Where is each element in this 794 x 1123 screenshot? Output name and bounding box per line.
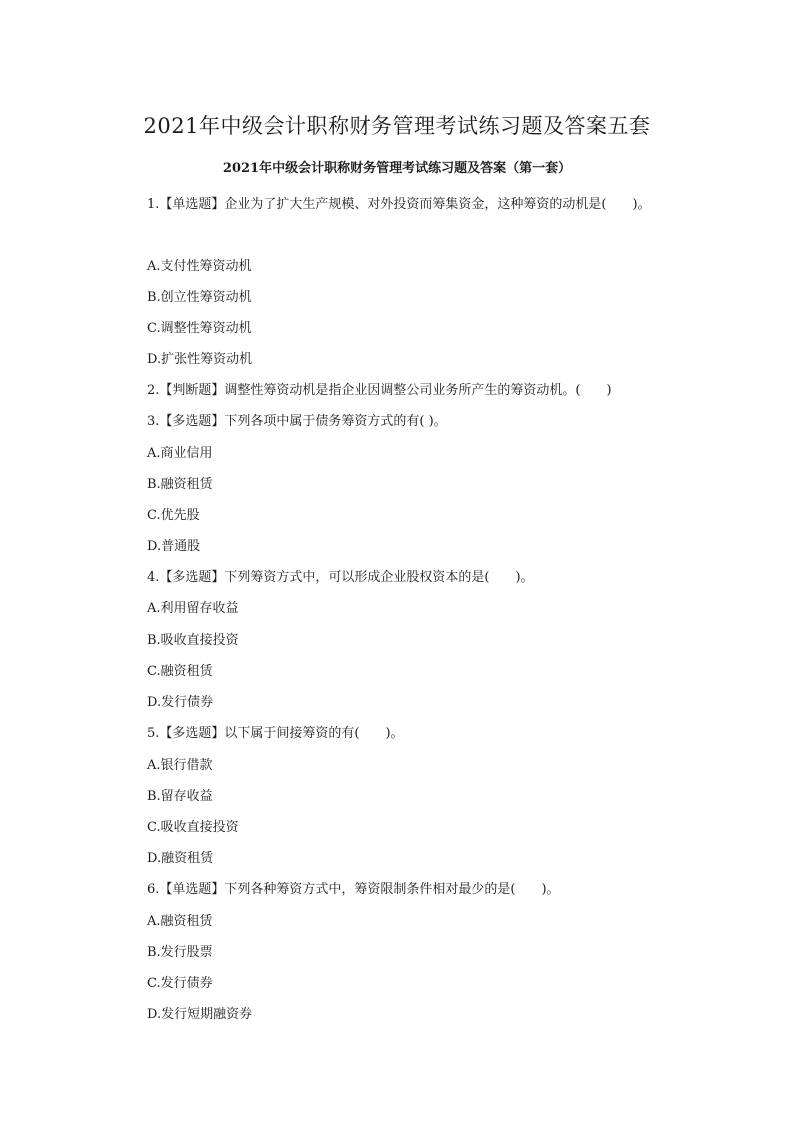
q6-option-c: C.发行债券: [147, 976, 213, 991]
q4-option-a: A.利用留存收益: [147, 601, 239, 616]
q5-option-c: C.吸收直接投资: [147, 820, 239, 835]
q5-option-b: B.留存收益: [147, 789, 213, 804]
question-2: 2.【判断题】调整性筹资动机是指企业因调整公司业务所产生的筹资动机。( ): [147, 383, 612, 398]
question-4: 4.【多选题】下列筹资方式中，可以形成企业股权资本的是( )。: [147, 570, 534, 585]
q3-option-a: A.商业信用: [147, 446, 213, 461]
q4-option-c: C.融资租赁: [147, 664, 213, 679]
q1-option-b: B.创立性筹资动机: [147, 290, 252, 305]
q6-option-b: B.发行股票: [147, 945, 213, 960]
question-6: 6.【单选题】下列各种筹资方式中，筹资限制条件相对最少的是( )。: [147, 882, 560, 897]
document-subtitle: 2021年中级会计职称财务管理考试练习题及答案（第一套）: [222, 161, 572, 176]
q6-option-d: D.发行短期融资券: [147, 1007, 253, 1022]
q1-option-a: A.支付性筹资动机: [147, 259, 252, 274]
q5-option-a: A.银行借款: [147, 758, 213, 773]
q3-option-d: D.普通股: [147, 539, 201, 554]
q4-option-d: D.发行债券: [147, 695, 214, 710]
q1-option-d: D.扩张性筹资动机: [147, 352, 253, 367]
document-title: 2021年中级会计职称财务管理考试练习题及答案五套: [143, 114, 651, 138]
q6-option-a: A.融资租赁: [147, 914, 213, 929]
q1-option-c: C.调整性筹资动机: [147, 321, 252, 336]
q3-option-b: B.融资租赁: [147, 477, 213, 492]
question-5: 5.【多选题】以下属于间接筹资的有( )。: [147, 726, 404, 741]
q5-option-d: D.融资租赁: [147, 851, 214, 866]
q3-option-c: C.优先股: [147, 508, 200, 523]
q4-option-b: B.吸收直接投资: [147, 633, 239, 648]
question-3: 3.【多选题】下列各项中属于债务筹资方式的有( )。: [147, 414, 447, 429]
question-1: 1.【单选题】企业为了扩大生产规模、对外投资而筹集资金，这种筹资的动机是( )。: [147, 197, 651, 212]
